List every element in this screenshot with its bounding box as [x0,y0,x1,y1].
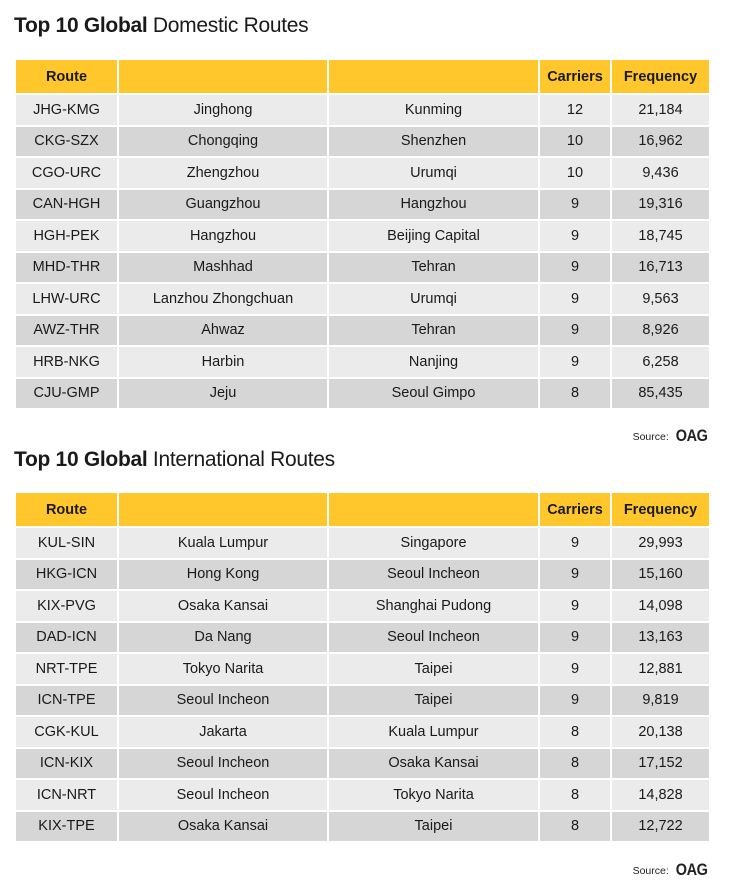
international-title-rest: International Routes [147,448,335,471]
destination-city-cell: Tehran [329,316,538,346]
carriers-cell: 9 [540,591,610,621]
table-row [16,749,709,779]
carriers-cell: 9 [540,253,610,283]
carriers-cell: 10 [540,158,610,188]
route-code-cell: MHD-THR [16,253,117,283]
table-row [16,780,709,810]
destination-city-cell: Taipei [329,812,538,842]
frequency-cell: 15,160 [612,560,709,590]
route-code-cell: AWZ-THR [16,316,117,346]
destination-city-cell: Beijing Capital [329,221,538,251]
table-row [16,190,709,220]
origin-city-cell: Ahwaz [119,316,327,346]
domestic-table-body [16,95,709,408]
origin-city-cell: Jinghong [119,95,327,125]
international-table-body [16,528,709,841]
destination-city-cell: Kunming [329,95,538,125]
international-source [633,860,710,880]
frequency-cell: 18,745 [612,221,709,251]
table-row [16,253,709,283]
frequency-cell: 16,713 [612,253,709,283]
origin-city-cell: Seoul Incheon [119,749,327,779]
frequency-cell: 13,163 [612,623,709,653]
origin-city-cell: Jakarta [119,717,327,747]
header-frequency: Frequency [612,60,709,93]
frequency-cell: 21,184 [612,95,709,125]
carriers-cell: 9 [540,560,610,590]
international-title-bold: Top 10 Global [14,448,148,471]
destination-city-cell: Singapore [329,528,538,558]
carriers-cell: 12 [540,95,610,125]
frequency-cell: 9,819 [612,686,709,716]
source-label: Source: [632,431,669,443]
origin-city-cell: Mashhad [119,253,327,283]
destination-city-cell: Osaka Kansai [329,749,538,779]
route-code-cell: ICN-TPE [16,686,117,716]
frequency-cell: 19,316 [612,190,709,220]
destination-city-cell: Seoul Gimpo [329,379,538,409]
header-frequency: Frequency [612,493,709,526]
origin-city-cell: Chongqing [119,127,327,157]
domestic-header-row [16,60,709,93]
international-header-row [16,493,709,526]
route-code-cell: NRT-TPE [16,654,117,684]
international-routes-table [14,491,711,843]
frequency-cell: 20,138 [612,717,709,747]
carriers-cell: 10 [540,127,610,157]
carriers-cell: 8 [540,379,610,409]
route-code-cell: LHW-URC [16,284,117,314]
table-row [16,221,709,251]
frequency-cell: 9,436 [612,158,709,188]
destination-city-cell: Shenzhen [329,127,538,157]
origin-city-cell: Jeju [119,379,327,409]
carriers-cell: 9 [540,686,610,716]
table-row [16,717,709,747]
international-title [14,448,335,472]
route-code-cell: KUL-SIN [16,528,117,558]
frequency-cell: 8,926 [612,316,709,346]
header-carriers: Carriers [540,60,610,93]
carriers-cell: 8 [540,717,610,747]
route-code-cell: CGO-URC [16,158,117,188]
route-code-cell: ICN-NRT [16,780,117,810]
header-route: Route [16,493,117,526]
route-code-cell: ICN-KIX [16,749,117,779]
origin-city-cell: Zhengzhou [119,158,327,188]
origin-city-cell: Lanzhou Zhongchuan [119,284,327,314]
frequency-cell: 9,563 [612,284,709,314]
carriers-cell: 9 [540,347,610,377]
table-row [16,812,709,842]
destination-city-cell: Urumqi [329,284,538,314]
frequency-cell: 16,962 [612,127,709,157]
carriers-cell: 9 [540,316,610,346]
header-destination [329,60,538,93]
oag-logo: OAG [675,860,708,879]
domestic-title [14,14,308,38]
route-code-cell: CKG-SZX [16,127,117,157]
carriers-cell: 9 [540,284,610,314]
table-row [16,316,709,346]
destination-city-cell: Nanjing [329,347,538,377]
destination-city-cell: Seoul Incheon [329,623,538,653]
origin-city-cell: Seoul Incheon [119,686,327,716]
carriers-cell: 9 [540,528,610,558]
carriers-cell: 8 [540,749,610,779]
origin-city-cell: Hong Kong [119,560,327,590]
frequency-cell: 17,152 [612,749,709,779]
table-row [16,284,709,314]
table-row [16,560,709,590]
route-code-cell: DAD-ICN [16,623,117,653]
carriers-cell: 9 [540,654,610,684]
origin-city-cell: Guangzhou [119,190,327,220]
table-row [16,528,709,558]
header-route: Route [16,60,117,93]
frequency-cell: 85,435 [612,379,709,409]
header-origin [119,60,327,93]
table-row [16,158,709,188]
origin-city-cell: Kuala Lumpur [119,528,327,558]
frequency-cell: 14,098 [612,591,709,621]
domestic-routes-table [14,58,711,410]
frequency-cell: 6,258 [612,347,709,377]
table-row [16,654,709,684]
carriers-cell: 9 [540,190,610,220]
route-code-cell: CJU-GMP [16,379,117,409]
origin-city-cell: Tokyo Narita [119,654,327,684]
header-destination [329,493,538,526]
route-code-cell: KIX-PVG [16,591,117,621]
frequency-cell: 29,993 [612,528,709,558]
header-carriers: Carriers [540,493,610,526]
route-code-cell: CAN-HGH [16,190,117,220]
source-label: Source: [632,865,669,877]
destination-city-cell: Taipei [329,654,538,684]
route-code-cell: HGH-PEK [16,221,117,251]
frequency-cell: 12,881 [612,654,709,684]
origin-city-cell: Harbin [119,347,327,377]
origin-city-cell: Osaka Kansai [119,812,327,842]
table-row [16,623,709,653]
carriers-cell: 9 [540,221,610,251]
header-origin [119,493,327,526]
oag-logo: OAG [675,426,708,445]
carriers-cell: 9 [540,623,610,653]
destination-city-cell: Kuala Lumpur [329,717,538,747]
origin-city-cell: Seoul Incheon [119,780,327,810]
destination-city-cell: Taipei [329,686,538,716]
destination-city-cell: Hangzhou [329,190,538,220]
carriers-cell: 8 [540,812,610,842]
destination-city-cell: Tehran [329,253,538,283]
table-row [16,686,709,716]
route-code-cell: HKG-ICN [16,560,117,590]
table-row [16,591,709,621]
domestic-source [633,426,710,446]
carriers-cell: 8 [540,780,610,810]
origin-city-cell: Da Nang [119,623,327,653]
table-row [16,95,709,125]
route-code-cell: JHG-KMG [16,95,117,125]
origin-city-cell: Osaka Kansai [119,591,327,621]
origin-city-cell: Hangzhou [119,221,327,251]
domestic-title-bold: Top 10 Global [14,14,148,37]
domestic-title-rest: Domestic Routes [147,14,309,37]
destination-city-cell: Seoul Incheon [329,560,538,590]
destination-city-cell: Tokyo Narita [329,780,538,810]
table-row [16,379,709,409]
destination-city-cell: Urumqi [329,158,538,188]
table-row [16,127,709,157]
route-code-cell: HRB-NKG [16,347,117,377]
table-row [16,347,709,377]
frequency-cell: 14,828 [612,780,709,810]
frequency-cell: 12,722 [612,812,709,842]
route-code-cell: KIX-TPE [16,812,117,842]
route-code-cell: CGK-KUL [16,717,117,747]
destination-city-cell: Shanghai Pudong [329,591,538,621]
